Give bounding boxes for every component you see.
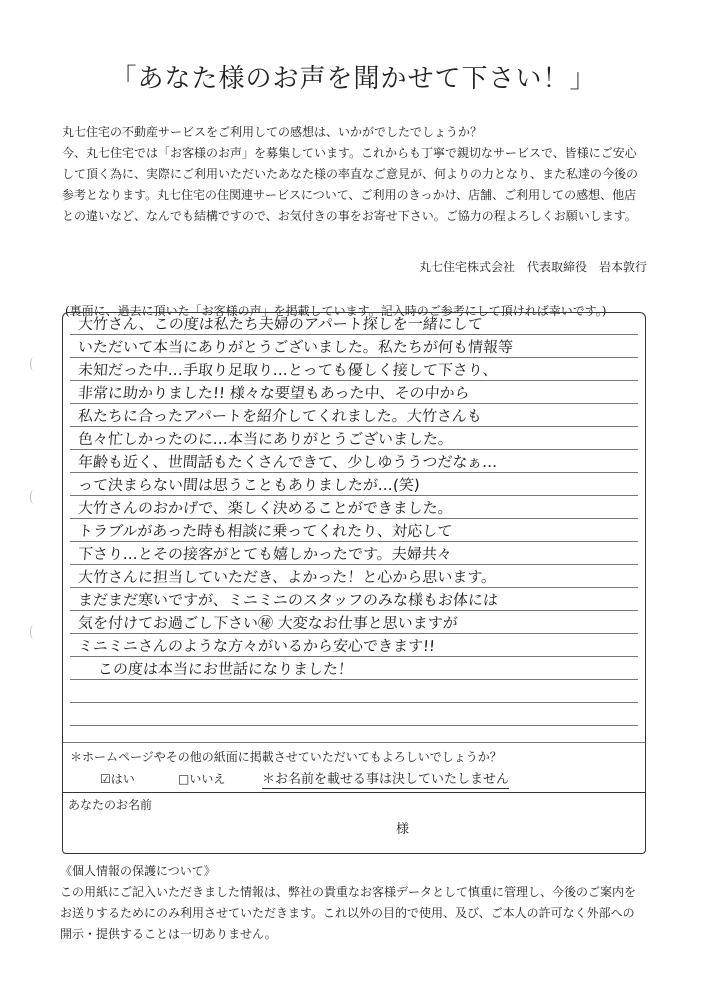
handwritten-line: 非常に助かりました!! 様々な要望もあった中、その中から xyxy=(77,384,471,402)
privacy-line: 開示・提供することは一切ありません。 xyxy=(60,927,277,941)
ruled-line xyxy=(70,403,638,404)
privacy-line: お送りするためにのみ利用させていただきます。これ以外の目的で使用、及び、ご本人の許可なく外部への xyxy=(60,906,635,920)
option-no-checkbox[interactable]: □いいえ xyxy=(178,772,226,786)
name-label: あなたのお名前 xyxy=(68,798,153,812)
ruled-line xyxy=(70,472,638,473)
intro-line: との違いなど、なんでも結構ですので、お気付きの事をお寄せ下さい。ご協力の程よろしくお願いします。 xyxy=(62,209,637,223)
handwritten-line: 色々忙しかったのに…本当にありがとうございました。 xyxy=(77,430,454,448)
handwritten-line: って決まらない間は思うこともありましたが…(笑) xyxy=(77,476,421,494)
publish-question: ＊ホームページやその他の紙面に掲載させていただいてもよろしいでしょうか？ xyxy=(70,750,502,764)
ruled-line xyxy=(70,679,638,680)
ruled-line xyxy=(70,564,638,565)
ruled-line xyxy=(70,587,638,588)
handwritten-line: 私たちに合ったアパートを紹介してくれました。大竹さんも xyxy=(77,407,483,425)
handwritten-line: まだまだ寒いですが、ミニミニのスタッフのみな様もお体には xyxy=(77,591,499,609)
divider xyxy=(62,792,646,793)
intro-line: 丸七住宅の不動産サービスをご利用しての感想は、いかがでしたでしょうか？ xyxy=(62,125,483,139)
ruled-line xyxy=(70,702,638,703)
ruled-line xyxy=(70,610,638,611)
ruled-line xyxy=(70,334,638,335)
handwritten-name-note: ＊お名前を載せる事は決していたしません xyxy=(262,768,509,789)
handwritten-line: トラブルがあった時も相談に乗ってくれたり、対応して xyxy=(77,522,453,540)
ruled-line xyxy=(70,380,638,381)
reference-note: (裏面に、過去に頂いた「お客様の声」を掲載しています。記入時のご参考にして頂ければ幸いです。) xyxy=(65,304,607,318)
privacy-line: この用紙にご記入いただきました情報は、弊社の貴重なお客様データとして慎重に管理し、今後のご案内を xyxy=(60,885,637,899)
intro-line: して頂く為に、実際にご利用いただいたあなた様の率直なご意見が、何よりの力となり、また私達の今後の xyxy=(62,167,639,181)
company-signature: 丸七住宅株式会社 代表取締役 岩本敦行 xyxy=(418,260,647,274)
ruled-line xyxy=(70,633,638,634)
intro-line: 今、丸七住宅では「お客様のお声」を募集しています。これからも丁寧で親切なサービスで、皆様にご安心 xyxy=(62,146,637,160)
ruled-line xyxy=(70,357,638,358)
option-yes-checkbox[interactable]: ☑はい xyxy=(100,772,135,786)
scan-mark xyxy=(30,490,37,504)
handwritten-line: いただいて本当にありがとうございました。私たちが何も情報等 xyxy=(77,338,514,356)
privacy-title: 《個人情報の保護について》 xyxy=(60,864,216,878)
privacy-text xyxy=(60,882,660,945)
handwritten-line: 年齢も近く、世間話もたくさんできて、少しゆううつだなぁ… xyxy=(77,453,499,471)
handwritten-line: 気を付けてお過ごし下さい㊙ 大変なお仕事と思いますが xyxy=(77,614,459,632)
handwritten-line: 下さり…とその接客がとても嬉しかったです。夫婦共々 xyxy=(77,545,453,563)
ruled-line xyxy=(70,541,638,542)
ruled-line xyxy=(70,449,638,450)
honorific-label: 様 xyxy=(396,822,410,837)
intro-line: 参考となります。丸七住宅の住関連サービスについて、ご利用のきっかけ、店舗、ご利用しての感想、他店 xyxy=(62,188,637,202)
handwritten-line: ミニミニさんのような方々がいるから安心できます!! xyxy=(77,637,436,655)
ruled-line xyxy=(70,518,638,519)
ruled-line xyxy=(70,426,638,427)
ruled-line xyxy=(70,495,638,496)
handwritten-line: 大竹さん、この度は私たち夫婦のアパート探しを一緒にして xyxy=(77,315,484,333)
page-title: 「あなた様のお声を聞かせて下さい！」 xyxy=(110,64,597,94)
handwritten-line: この度は本当にお世話になりました！ xyxy=(97,660,354,678)
ruled-line xyxy=(70,725,638,726)
handwritten-line: 未知だった中…手取り足取り…とっても優しく接して下さり、 xyxy=(77,361,499,379)
handwritten-line: 大竹さんのおかげで、楽しく決めることができました。 xyxy=(77,499,454,517)
scan-mark xyxy=(30,357,37,371)
scan-mark xyxy=(30,625,37,639)
handwritten-line: 大竹さんに担当していただき、よかった！と心から思います。 xyxy=(77,568,497,586)
intro-text xyxy=(62,122,652,227)
ruled-line xyxy=(70,656,638,657)
